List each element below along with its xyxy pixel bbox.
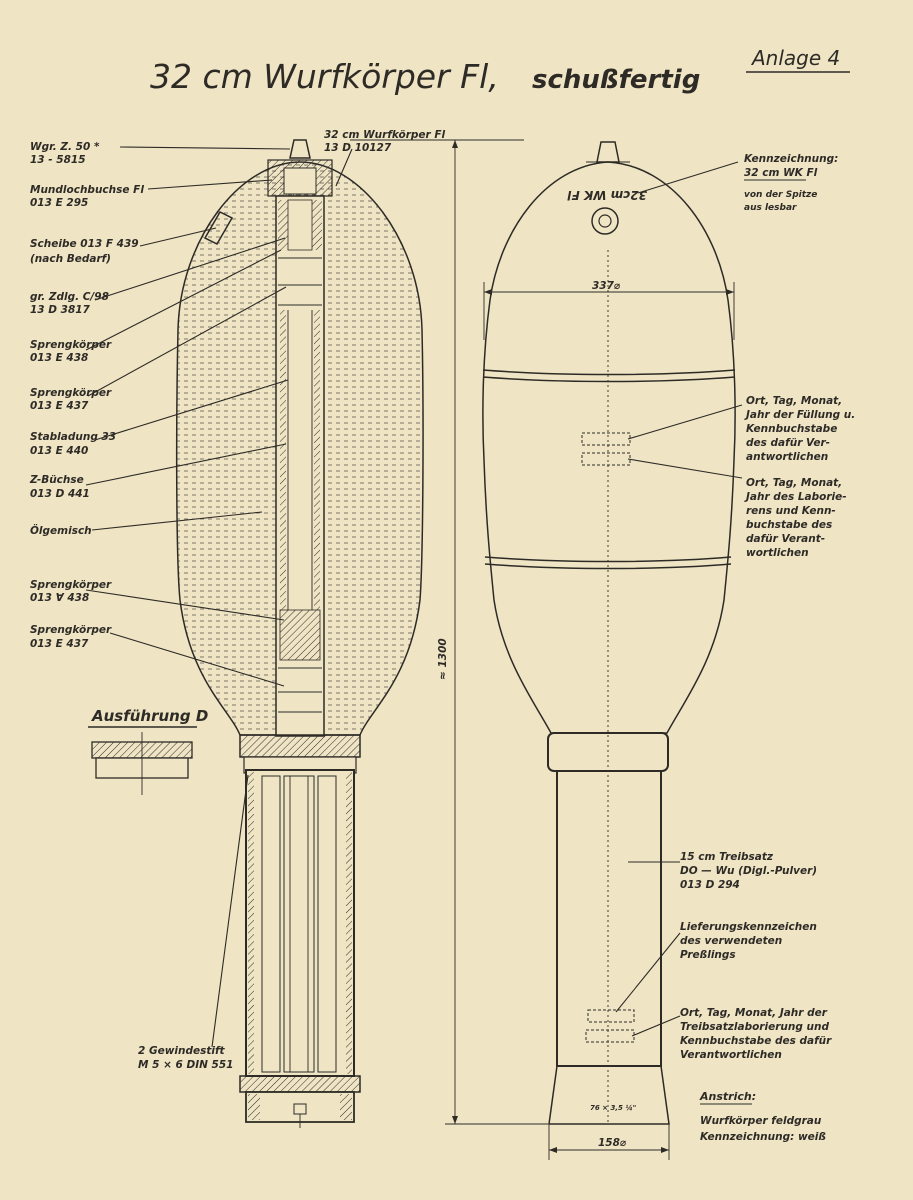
label-ort3-1: Ort, Tag, Monat, Jahr der <box>680 1007 827 1019</box>
label-mundloch-2: 013 E 295 <box>30 197 89 209</box>
label-treib-2: DO — Wu (Digl.-Pulver) <box>680 865 818 877</box>
label-ort1-1: Ort, Tag, Monat, <box>746 395 843 407</box>
title-main: 32 cm Wurfkörper Fl, <box>150 57 499 96</box>
label-ort1-4: des dafür Ver- <box>746 437 831 449</box>
label-liefer-1: Lieferungskennzeichen <box>680 921 817 933</box>
diameter-dimension <box>484 280 734 340</box>
label-liefer-3: Preßlings <box>680 949 736 961</box>
label-spreng3-1: Sprengkörper <box>30 579 112 591</box>
label-anstrich-1: Wurfkörper feldgrau <box>700 1115 822 1127</box>
label-ort2-6: wortlichen <box>746 547 809 559</box>
label-ort3-3: Kennbuchstabe des dafür <box>680 1035 832 1047</box>
label-ort1-2: Jahr der Füllung u. <box>746 409 856 421</box>
label-spreng3-2: 013 Ɐ 438 <box>30 592 90 604</box>
label-ort2-2: Jahr des Laborie- <box>746 491 847 503</box>
label-stab-1: Stabladung 33 <box>30 431 117 443</box>
label-kenn-3: von der Spitze <box>744 190 818 200</box>
label-scheibe-2: (nach Bedarf) <box>30 253 111 265</box>
base-plate <box>240 735 360 757</box>
label-zdlg-1: gr. Zdlg. C/98 <box>30 291 109 303</box>
label-zdlg-2: 13 D 3817 <box>30 304 90 316</box>
label-treib-1: 15 cm Treibsatz <box>680 851 773 863</box>
label-wgr-1: Wgr. Z. 50 * <box>30 141 100 153</box>
label-ort1-5: antwortlichen <box>746 451 829 463</box>
label-spreng1-2: 013 E 438 <box>30 352 89 364</box>
label-ort3-2: Treibsatzlaborierung und <box>680 1021 829 1033</box>
label-top-center-1: 32 cm Wurfkörper Fl <box>324 129 446 141</box>
label-mundloch-1: Mundlochbuchse Fl <box>30 184 144 196</box>
label-kenn-2: 32 cm WK Fl <box>744 167 818 179</box>
nose-fuze <box>290 140 310 158</box>
label-spreng4-2: 013 E 437 <box>30 638 89 650</box>
label-ort2-3: rens und Kenn- <box>746 505 836 517</box>
label-top-center-2: 13 D 10127 <box>324 142 392 154</box>
label-kenn-4: aus lesbar <box>744 203 797 213</box>
label-spreng4-1: Sprengkörper <box>30 624 112 636</box>
right-labels <box>680 153 855 1143</box>
label-spreng2-1: Sprengkörper <box>30 387 112 399</box>
title-suffix: schußfertig <box>532 65 701 95</box>
label-ort1-3: Kennbuchstabe <box>746 423 838 435</box>
label-scheibe-1: Scheibe 013 F 439 <box>30 238 139 250</box>
label-kenn-1: Kennzeichnung: <box>744 153 839 165</box>
label-gewinde-1: 2 Gewindestift <box>138 1045 225 1057</box>
label-spreng2-2: 013 E 437 <box>30 400 89 412</box>
dim-diameter: 337⌀ <box>592 280 621 292</box>
exterior-fuze <box>597 142 619 162</box>
shell-marking-text: 32cm WK Fl <box>567 188 647 202</box>
label-spreng1-1: Sprengkörper <box>30 339 112 351</box>
label-zbuchse-1: Z-Büchse <box>30 474 84 486</box>
exterior-shell <box>483 162 735 733</box>
label-anstrich-head: Anstrich: <box>700 1090 757 1103</box>
label-wgr-2: 13 - 5815 <box>30 154 86 166</box>
label-gewinde-2: M 5 × 6 DIN 551 <box>138 1059 234 1071</box>
dim-thread: 76 × 3,5 ¼" <box>590 1104 637 1112</box>
variant-d-detail <box>92 732 192 795</box>
label-ort3-4: Verantwortlichen <box>680 1049 782 1061</box>
right-leader-lines <box>616 162 742 1036</box>
label-oil: Ölgemisch <box>30 525 92 537</box>
dim-length: ≈ 1300 <box>437 638 449 680</box>
label-liefer-2: des verwendeten <box>680 935 783 947</box>
variant-d-heading: Ausführung D <box>92 707 209 725</box>
label-stab-2: 013 E 440 <box>30 445 89 457</box>
label-ort2-1: Ort, Tag, Monat, <box>746 477 843 489</box>
base-dimension <box>549 1124 669 1160</box>
label-ort2-5: dafür Verant- <box>746 533 826 545</box>
appendix-label: Anlage 4 <box>752 46 841 70</box>
label-zbuchse-2: 013 D 441 <box>30 488 90 500</box>
label-ort2-4: buchstabe des <box>746 519 833 531</box>
sectional-view <box>170 140 430 1128</box>
nozzle-plate <box>240 1076 360 1092</box>
dim-base: 158⌀ <box>598 1137 627 1149</box>
label-anstrich-2: Kennzeichnung: weiß <box>700 1131 826 1143</box>
label-treib-3: 013 D 294 <box>680 879 740 891</box>
